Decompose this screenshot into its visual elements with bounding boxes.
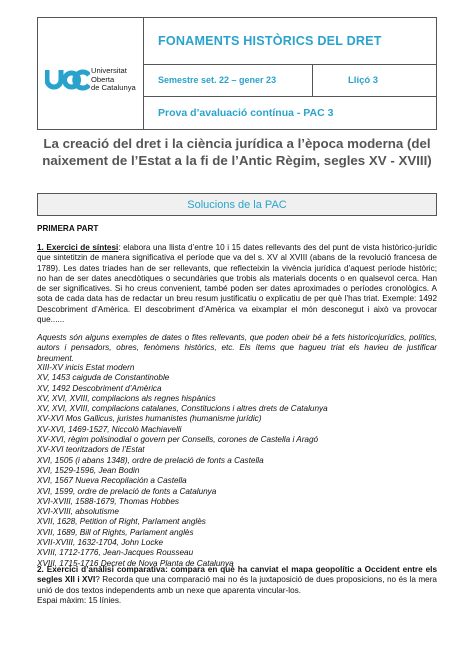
logo-wordmark: Universitat Oberta de Catalunya [91,66,136,93]
list-item: XV-XVI teoritzadors de l’Estat [37,445,145,455]
uoc-logo [38,18,144,129]
header-assessment-row [144,97,436,129]
dates-list [37,363,437,569]
solution-note: Aquests són alguns exemples de dates o fites rellevants, que poden obeir bé a fets historicojurídics, polítics, autors i pensadors, obres, fenòmens històrics, etc. Els ítems que hagueu triat els havieu de justificar breument. [37,333,437,363]
header-meta-row [144,65,436,97]
part-heading: PRIMERA PART [37,224,99,233]
exercise-2-label: 2. Exercici d’anàlisi comparativa: compara en què ha canviat el mapa geopolític a Occident entre els segles XII i XVI [37,565,437,585]
list-item: XV-XVI, règim polisinodial o govern per Consells, corones de Castella i Aragó [37,435,319,445]
list-item: XVI, 1599, ordre de prelació de fonts a Catalunya [37,486,217,496]
list-item: XVI-XVIII, 1588-1679, Thomas Hobbes [37,496,179,506]
exercise-1-label: 1. Exercici de síntesi [37,243,119,252]
exercise-2-limit: Espai màxim: 15 línies. [37,595,122,605]
semester-label: Semestre set. 22 – gener 23 [158,75,277,85]
exercise-2-text: ? Recorda que una comparació mai no és la juxtaposició de dues proposicions, no és la mera unió de dos textos independents amb un nexe que aparenta vincular-los. [37,575,437,595]
uoc-logo-icon [45,67,90,93]
list-item: XVI, 1505 (i abans 1348), ordre de prelació de fonts a Castella [37,455,264,465]
lesson-label: Lliçó 3 [348,75,379,86]
list-item: XVII, 1628, Petition of Right, Parlament anglès [37,517,206,527]
list-item: XVIII, 1712-1776, Jean-Jacques Rousseau [37,548,194,558]
list-item: XV-XVI Mos Gallicus, juristes humanistes (humanisme jurídic) [37,414,262,424]
exercise-1 [37,243,437,325]
list-item: XIII-XV inicis Estat modern [37,363,135,372]
list-item: XV, 1453 caiguda de Constantinoble [37,373,170,383]
list-item: XVI, 1529-1596, Jean Bodin [37,465,140,475]
list-item: XV-XVI, 1469-1527, Niccolò Machiavelli [37,424,182,434]
exercise-1-text: : elabora una llista d’entre 10 i 15 dates rellevants des del punt de vista històrico-jurídic que sintetitzin de manera significativa el període que va del s. XV al XVIII (abans de la revolució francesa de 1789). Les dates triades han de ser rellevants, que reflecteixin la vivència jurídica d’aquest període històric; no han de ser dates anecdòtiques o secundàries que trobis als materials docents o en qualsevol cerca. Han de ser significatives. Si ho creus convenient, també poden ser dates aproximades o períodes cronològics. A sota de cada data has de redactar un breu resum justificatiu o explicatiu de per què l’has triat. Exemple: 1492 Descobriment d’Amèrica. El descobriment d’Amèrica va eixamplar el món desconegut i això va provocar que...... [37,243,437,325]
exercise-2 [37,565,437,606]
list-item: XVII, 1689, Bill of Rights, Parlament anglès [37,527,194,537]
list-item: XVII-XVIII, 1632-1704, John Locke [37,538,164,548]
list-item: XV, XVI, XVIII, compilacions als regnes hispànics [37,393,216,403]
list-item: XVI, 1567 Nueva Recopilación a Castella [37,476,187,486]
document-title: La creació del dret i la ciència jurídica a l’època moderna (del naixement de l’Estat a la fi de l’Antic Règim, segles XV - XVIII) [42,136,432,168]
solutions-heading: Solucions de la PAC [37,193,437,216]
list-item: XV, XVI, XVIII, compilacions catalanes, Constitucions i altres drets de Catalunya [37,404,328,414]
header-divider [312,65,313,96]
list-item: XVI-XVIII, absolutisme [37,507,119,517]
list-item: XV, 1492 Descobriment d’Amèrica [37,383,162,393]
document-header [37,17,437,130]
header-title-row [144,18,436,65]
assessment-label: Prova d’avaluació contínua - PAC 3 [158,107,334,119]
course-title: FONAMENTS HISTÒRICS DEL DRET [158,34,382,48]
list-item: XVIII, 1715-1716 Decret de Nova Planta de Catalunya [37,558,234,568]
